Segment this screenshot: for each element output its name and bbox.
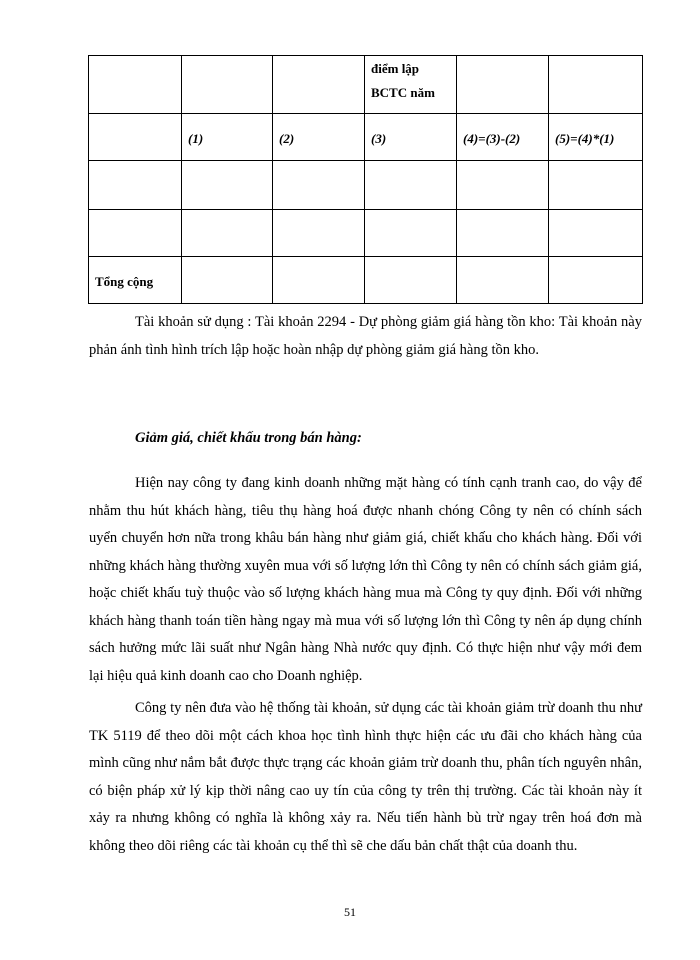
table-row (89, 210, 643, 257)
page-number: 51 (344, 905, 356, 919)
table-cell (89, 114, 182, 161)
table-cell (273, 56, 365, 114)
table-cell (273, 161, 365, 210)
total-label: Tổng cộng (95, 274, 154, 289)
table-cell (182, 161, 273, 210)
formula-1: (1) (188, 131, 204, 146)
table-cell (365, 257, 457, 304)
paragraph-revenue-deduction: Công ty nên đưa vào hệ thống tài khoản, sử dụng các tài khoản giảm trừ doanh thu như TK 5119 để theo dõi một cách khoa học tình hình thực hiện các ưu đãi cho khách hàng của mình cũng như nắm bắt được thực trạng các khoản giảm trừ doanh thu, phân tích nguyên nhân, có biện pháp xử lý kịp thời nâng cao uy tín của công ty trên thị trường. Các tài khoản này ít xảy ra nhưng không có nghĩa là không xảy ra. Nếu tiến hành bù trừ ngay trên hoá đơn mà không theo dõi riêng các tài khoản cụ thể thì sẽ che dấu bản chất thật của doanh thu. (89, 700, 642, 854)
table-cell (182, 257, 273, 304)
provision-table (88, 55, 643, 304)
table-cell (273, 114, 365, 161)
table-cell (89, 257, 182, 304)
section-heading: Giảm giá, chiết khấu trong bán hàng: (135, 430, 362, 446)
paragraph-discount-policy: Hiện nay công ty đang kinh doanh những mặt hàng có tính cạnh tranh cao, do vậy để nhằm thu hút khách hàng, tiêu thụ hàng hoá được nhanh chóng Công ty nên có chính sách uyển chuyển hơn nữa trong khâu bán hàng như giảm giá, chiết khấu cho khách hàng. Đối với những khách hàng thường xuyên mua với số lượng lớn thì Công ty nên có chính sách giảm giá, hoặc chiết khấu tuỳ thuộc vào số lượng khách hàng mua mà Công ty quy định. Đối với những khách hàng thanh toán tiền hàng ngay mà mua với số lượng lớn thì Công ty nên áp dụng chính sách hưởng mức lãi suất như Ngân hàng Nhà nước quy định. Có thực hiện như vậy mới đem lại hiệu quả kinh doanh cao cho Doanh nghiệp. (89, 475, 642, 684)
table-cell (182, 114, 273, 161)
table-row (89, 161, 643, 210)
table-cell (273, 210, 365, 257)
table-cell (457, 210, 549, 257)
table-cell (457, 56, 549, 114)
table-cell (365, 210, 457, 257)
table-cell (457, 114, 549, 161)
formula-2: (2) (279, 131, 295, 146)
header-text: điểm lập BCTC năm (371, 61, 435, 100)
table-cell (549, 257, 643, 304)
table-cell (182, 210, 273, 257)
formula-5: (5)=(4)*(1) (555, 131, 615, 146)
table-cell (365, 114, 457, 161)
table-cell (365, 161, 457, 210)
table-cell (457, 257, 549, 304)
table-cell (89, 161, 182, 210)
table-cell (549, 56, 643, 114)
table-cell (457, 161, 549, 210)
table-cell (182, 56, 273, 114)
table-cell (549, 161, 643, 210)
table-row-total (89, 257, 643, 304)
table-cell-header (365, 56, 457, 114)
account-note: Tài khoản sử dụng : Tài khoản 2294 - Dự phòng giảm giá hàng tồn kho: Tài khoản này phản ánh tình hình trích lập hoặc hoàn nhập dự phòng giảm giá hàng tồn kho. (89, 314, 642, 358)
formula-4: (4)=(3)-(2) (463, 131, 521, 146)
table-row-formula (89, 114, 643, 161)
table-row (89, 56, 643, 114)
formula-3: (3) (371, 131, 387, 146)
table-cell (549, 114, 643, 161)
table-cell (549, 210, 643, 257)
table-cell (89, 56, 182, 114)
table-cell (273, 257, 365, 304)
table-cell (89, 210, 182, 257)
